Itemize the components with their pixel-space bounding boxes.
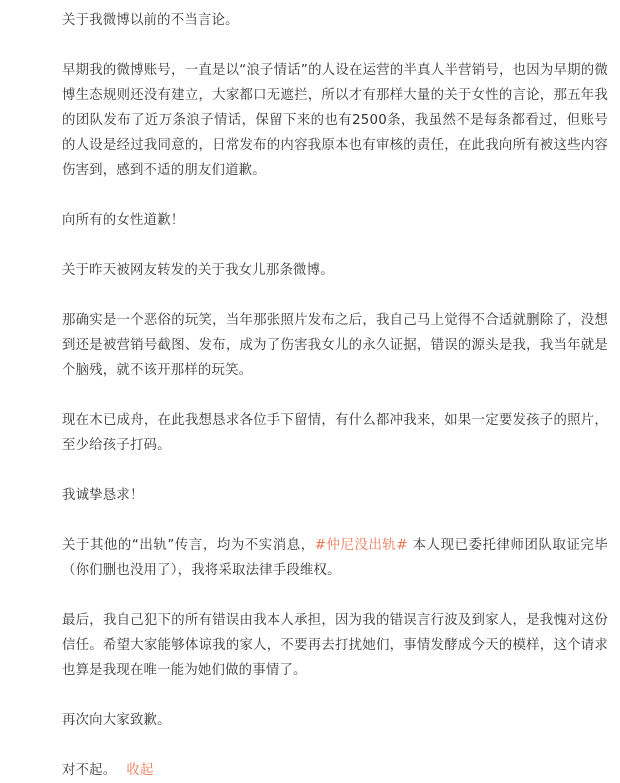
paragraph-apology-again: 再次向大家致歉。 (62, 713, 171, 728)
paragraph-request: 现在木已成舟，在此我想恳求各位手下留情，有什么都冲我来，如果一定要发孩子的照片，至少给孩子打码。 (62, 413, 608, 453)
post-body (62, 8, 608, 783)
paragraph-sorry (62, 758, 608, 783)
paragraph-account-history: 早期我的微博账号，一直是以“浪子情话”的人设在运营的半真人半营销号，也因为早期的微博生态规则还没有建立，大家都口无遮拦，所以才有那样大量的关于女性的言论，那五年我的团队发布了近万条浪子情话，保留下来的也有2500条，我虽然不是每条都看过，但账号的人设是经过我同意的，日常发布的内容我原本也有审核的责任，在此我向所有被这些内容伤害到，感到不适的朋友们道歉。 (62, 63, 608, 178)
rumors-text-after: 本人现已委托律师团队取证完毕（你们删也没用了），我将采取法律手段维权。 (62, 538, 608, 578)
rumors-text-before: 关于其他的“出轨”传言，均为不实消息， (62, 538, 315, 553)
paragraph-rumors (62, 533, 608, 583)
paragraph-daughter-post: 关于昨天被网友转发的关于我女儿那条微博。 (62, 263, 334, 278)
paragraph-joke-explanation: 那确实是一个恶俗的玩笑，当年那张照片发布之后，我自己马上觉得不合适就删除了，没想到还是被营销号截图、发布，成为了伤害我女儿的永久证据，错误的源头是我，我当年就是个脑残，就不该开那样的玩笑。 (62, 313, 608, 378)
paragraph-responsibility: 最后，我自己犯下的所有错误由我本人承担，因为我的错误言行波及到家人，是我愧对这份信任。希望大家能够体谅我的家人，不要再去打扰她们，事情发酵成今天的模样，这个请求也算是我现在唯一能为她们做的事情了。 (62, 613, 608, 678)
collapse-link[interactable]: 收起 (126, 763, 154, 778)
paragraph-intro: 关于我微博以前的不当言论。 (62, 13, 239, 28)
hashtag-link[interactable]: #仲尼没出轨# (314, 538, 408, 553)
paragraph-apology-women: 向所有的女性道歉！ (62, 213, 185, 228)
sorry-text: 对不起。 (62, 763, 117, 778)
paragraph-plea: 我诚挚恳求！ (62, 488, 144, 503)
